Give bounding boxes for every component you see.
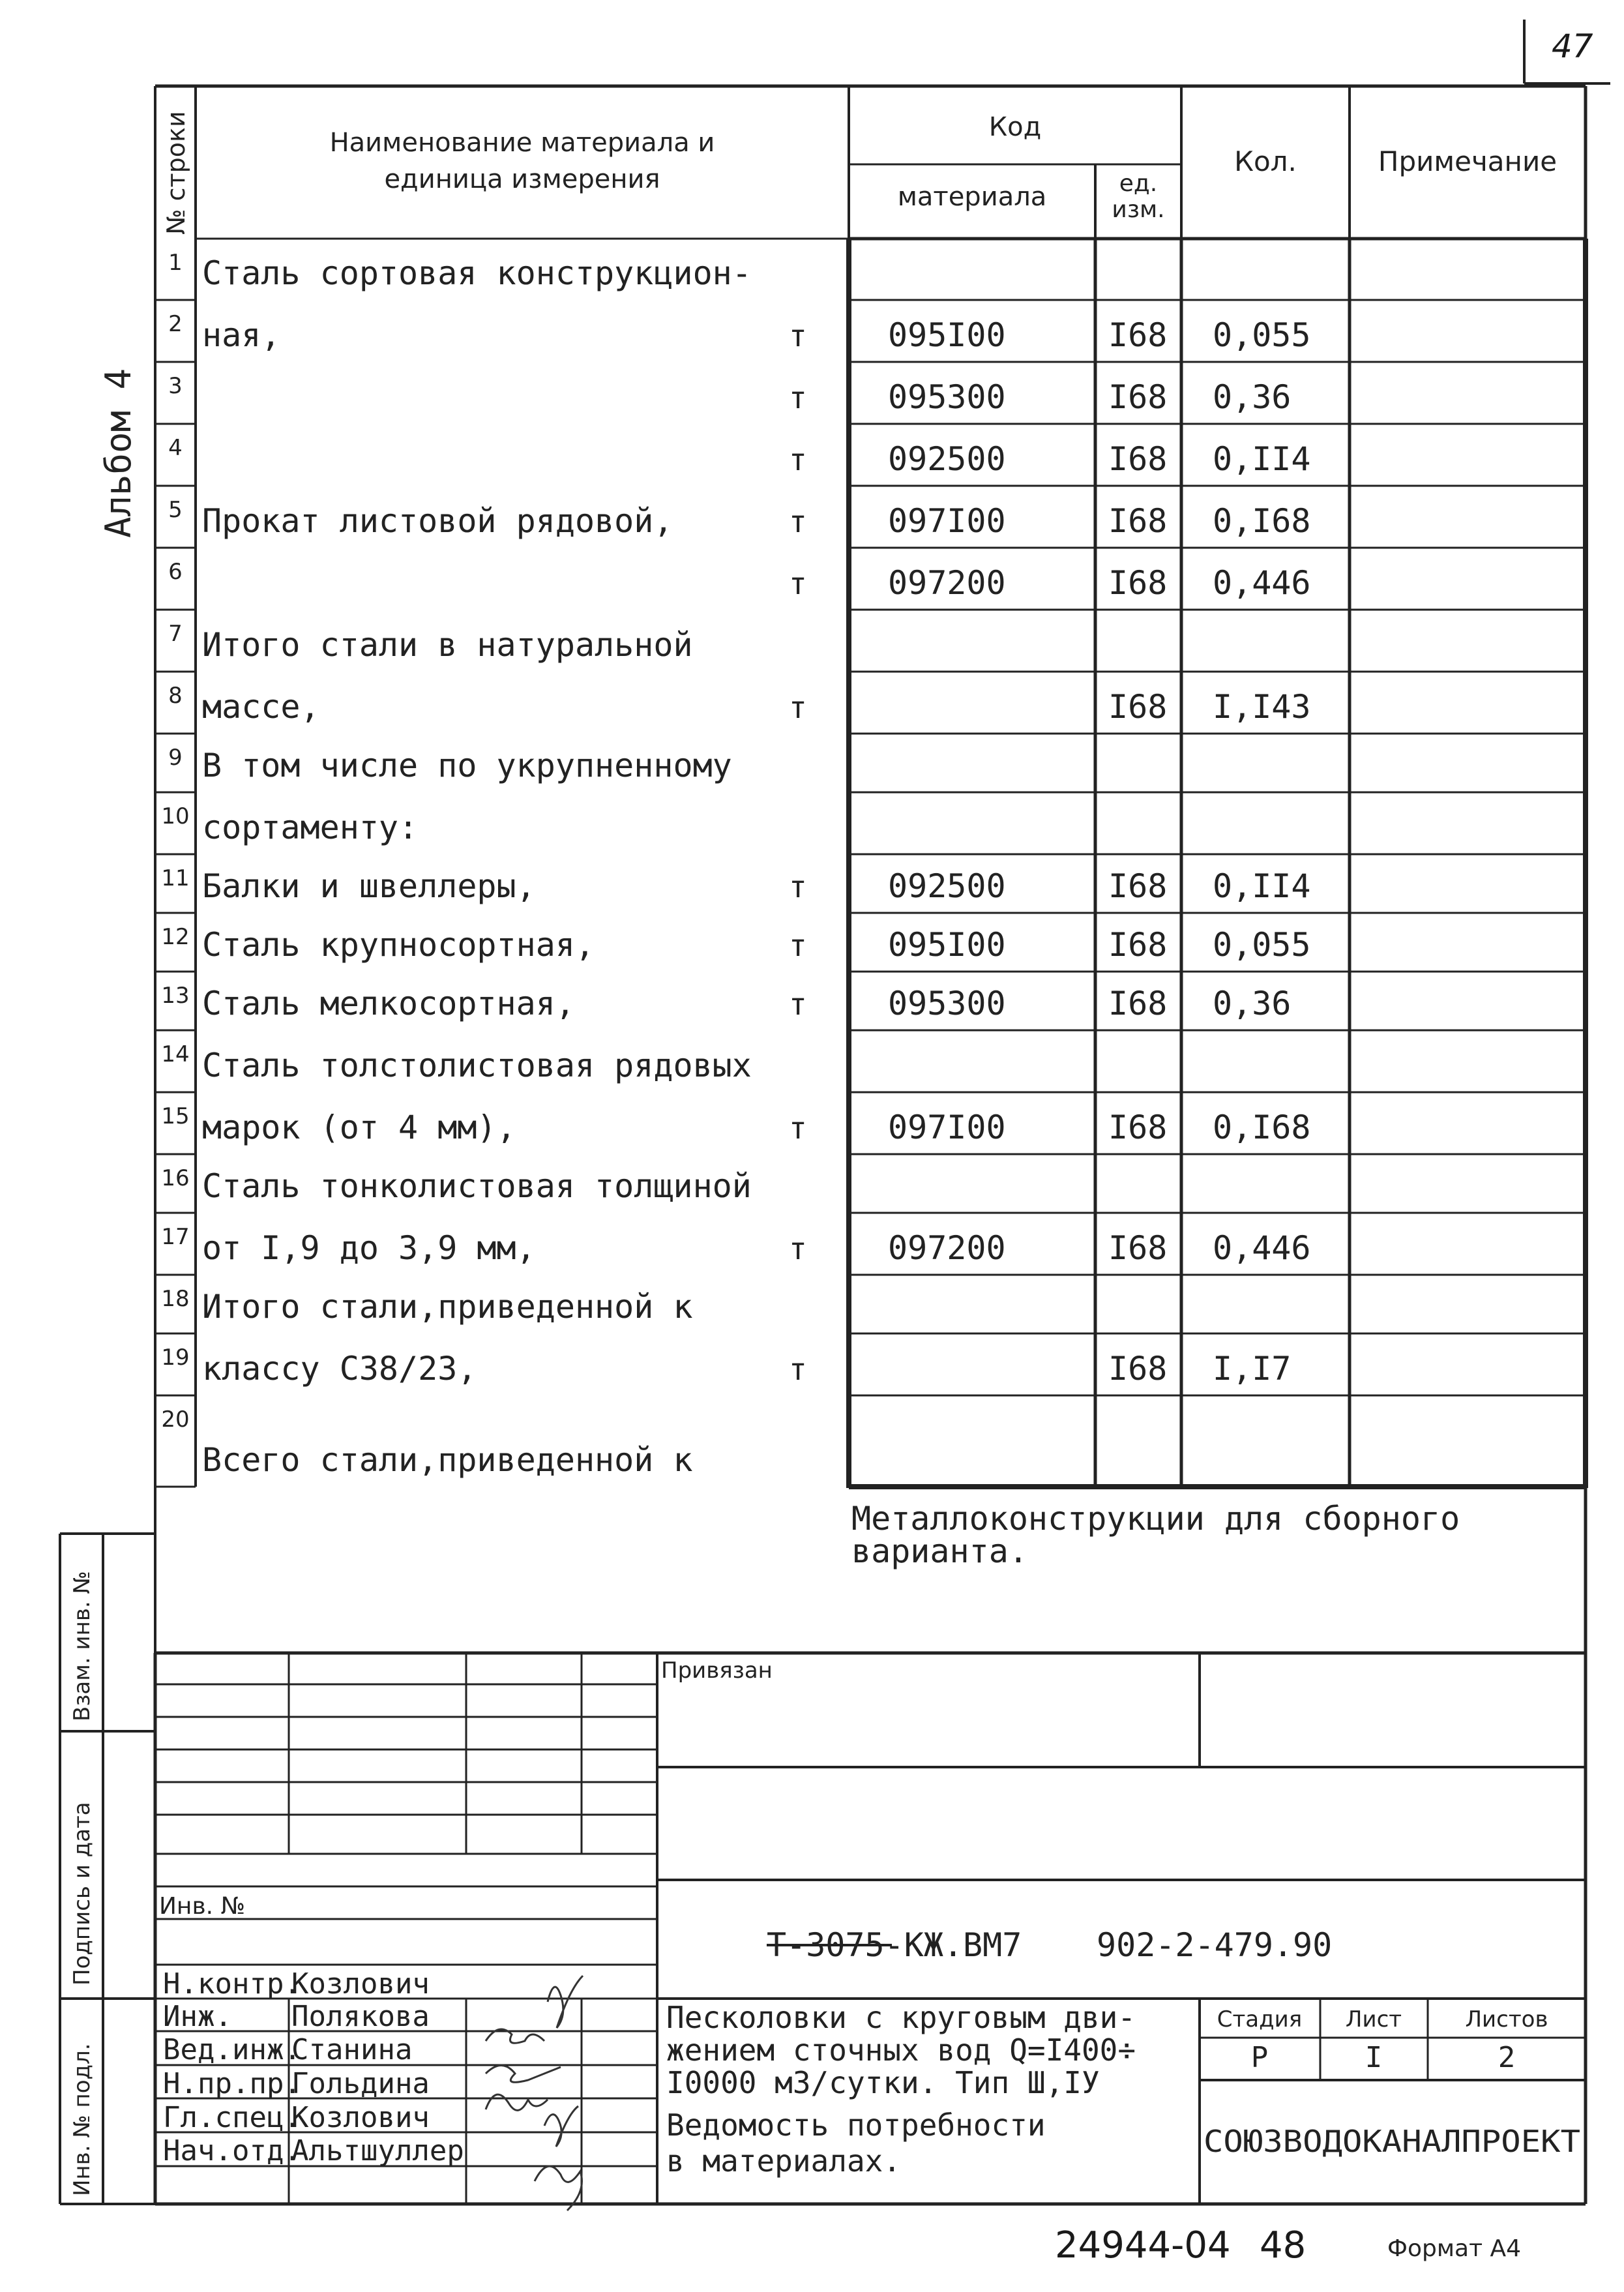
doc-code: 902-2-479.90 [1097,1926,1333,1964]
desc-line5: в материалах. [666,2143,902,2179]
unit: т [789,504,807,539]
quantity: 0,I68 [1213,502,1311,540]
material-name: Сталь толстолистовая рядовых [202,1047,752,1084]
unit: т [789,928,807,963]
role-title: Инж. [163,2000,232,2033]
role-person: Гольдина [291,2067,430,2100]
stage-label: Стадия [1217,2006,1303,2032]
page-number-box [1524,20,1610,83]
material-name: марок (от 4 мм), [202,1109,516,1146]
format-label: Формат А4 [1387,2235,1522,2262]
unit-code: I68 [1108,926,1168,964]
row-number: 16 [161,1165,190,1191]
footer-sheet-number: 48 [1260,2224,1307,2267]
material-name: массе, [202,688,320,726]
role-title: Н.контр. [163,1967,301,2001]
caption-line1: Металлоконструкции для сборного [851,1500,1460,1538]
unit-code: I68 [1108,688,1168,726]
caption-line2: варианта. [851,1532,1028,1570]
signature-roles [163,1967,464,2167]
header-name-line2: единица измерения [384,164,660,194]
material-code: 095300 [888,378,1006,416]
handwritten-signatures [486,1976,583,2210]
row-number: 1 [168,250,183,276]
material-code: 097200 [888,564,1006,602]
header-name-line1: Наименование материала и [329,128,715,158]
unit-code: I68 [1108,564,1168,602]
quantity: I,I43 [1213,688,1311,726]
material-name: Сталь мелкосортная, [202,985,575,1022]
sheet-value: I [1365,2041,1383,2074]
row-number: 17 [161,1224,190,1250]
material-code: 095300 [888,985,1006,1022]
material-name: Сталь крупносортная, [202,926,595,964]
header-code-unit-2: изм. [1112,196,1165,223]
material-name: сортаменту: [202,809,419,846]
album-label: Альбом 4 [98,368,139,538]
quantity: I,I7 [1213,1350,1292,1388]
doc-code-struck: Т-3075-КЖ.ВМ7 [767,1926,1022,1964]
unit: т [789,987,807,1022]
quantity: 0,055 [1213,316,1311,354]
label-inv-podl: Инв. № подл. [69,2043,95,2196]
label-podpis-data: Подпись и дата [69,1802,95,1986]
role-person: Козлович [291,2101,430,2134]
row-number: 13 [161,983,190,1009]
material-name: от I,9 до 3,9 мм, [202,1229,536,1267]
label-vzam-inv: Взам. инв. № [69,1571,95,1721]
unit: т [789,318,807,353]
material-name: Прокат листовой рядовой, [202,502,673,540]
material-name: Балки и швеллеры, [202,867,536,905]
desc-line4: Ведомость потребности [666,2107,1046,2143]
privyazan-label: Привязан [661,1658,773,1684]
quantity: 0,II4 [1213,867,1311,905]
unit: т [789,869,807,904]
material-name: ная, [202,316,281,354]
unit-code: I68 [1108,440,1168,478]
quantity: 0,36 [1213,378,1292,416]
material-code: 097I00 [888,502,1006,540]
row-number: 3 [168,373,183,399]
row-number: 12 [161,924,190,950]
quantity: 0,36 [1213,985,1292,1022]
row-number: 18 [161,1286,190,1312]
header-code-material: материала [897,182,1047,212]
row-number: 15 [161,1103,190,1129]
unit-code: I68 [1108,316,1168,354]
header-note: Примечание [1378,145,1558,177]
quantity: 0,446 [1213,1229,1311,1267]
unit: т [789,442,807,477]
unit-code: I68 [1108,985,1168,1022]
material-code: 095I00 [888,316,1006,354]
unit: т [789,1110,807,1146]
row-number: 9 [168,745,183,771]
unit-code: I68 [1108,1350,1168,1388]
desc-line3: I0000 м3/сутки. Тип Ш,IУ [666,2065,1100,2100]
role-person: Станина [291,2033,413,2066]
organization-name: СОЮЗВОДОКАНАЛПРОЕКТ [1203,2124,1580,2159]
material-name: классу С38/23, [202,1350,477,1388]
unit-code: I68 [1108,378,1168,416]
inv-no-label: Инв. № [159,1893,246,1920]
row-number: 8 [168,683,183,709]
material-name: Итого стали в натуральной [202,626,693,664]
header-code: Код [988,112,1042,142]
row-number: 20 [161,1406,190,1433]
unit-code: I68 [1108,1109,1168,1146]
unit: т [789,566,807,601]
unit-code: I68 [1108,1229,1168,1267]
desc-line1: Песколовки с круговым дви- [666,2000,1136,2035]
role-title: Н.пр.пр. [163,2067,301,2100]
material-code: 097I00 [888,1109,1006,1146]
role-title: Вед.инж. [163,2033,301,2066]
material-code: 095I00 [888,926,1006,964]
unit: т [789,1231,807,1266]
material-code: 092500 [888,440,1006,478]
role-person: Козлович [291,1967,430,2001]
row-number: 4 [168,435,183,461]
material-name: Сталь сортовая конструкцион- [202,254,752,292]
inventory-number: 24944-04 [1055,2224,1231,2267]
role-person: Полякова [291,2000,430,2033]
title-block [155,1653,1586,2210]
row-number: 10 [161,803,190,829]
unit: т [789,690,807,725]
unit-code: I68 [1108,867,1168,905]
desc-line2: жением сточных вод Q=I400÷ [666,2032,1136,2068]
unit: т [789,380,807,415]
quantity: 0,446 [1213,564,1311,602]
material-name: Всего стали,приведенной к [202,1441,693,1479]
row-number: 2 [168,311,183,337]
row-number: 5 [168,497,183,523]
header-quantity: Кол. [1234,145,1297,177]
material-name: В том числе по укрупненному [202,747,732,784]
row-cells [161,250,1310,1479]
quantity: 0,055 [1213,926,1311,964]
role-person: Альтшуллер [291,2134,464,2167]
unit-code: I68 [1108,502,1168,540]
role-title: Нач.отд. [163,2134,301,2167]
unit: т [789,1352,807,1387]
quantity: 0,I68 [1213,1109,1311,1146]
stage-value: Р [1250,2041,1269,2074]
sheets-label: Листов [1465,2006,1548,2032]
role-title: Гл.спец. [163,2101,301,2134]
page-number: 47 [1552,27,1593,65]
sheet-label: Лист [1345,2006,1402,2032]
material-name: Итого стали,приведенной к [202,1288,693,1326]
row-number: 19 [161,1345,190,1371]
row-number: 6 [168,559,183,585]
quantity: 0,II4 [1213,440,1311,478]
material-code: 097200 [888,1229,1006,1267]
header-code-unit-1: ед. [1119,170,1158,197]
header-row-number: № строки [162,111,190,235]
material-code: 092500 [888,867,1006,905]
row-number: 14 [161,1041,190,1067]
side-strip [60,1534,155,2204]
row-number: 11 [161,865,190,891]
material-name: Сталь тонколистовая толщиной [202,1167,752,1205]
sheets-value: 2 [1498,2041,1516,2074]
row-number: 7 [168,621,183,647]
